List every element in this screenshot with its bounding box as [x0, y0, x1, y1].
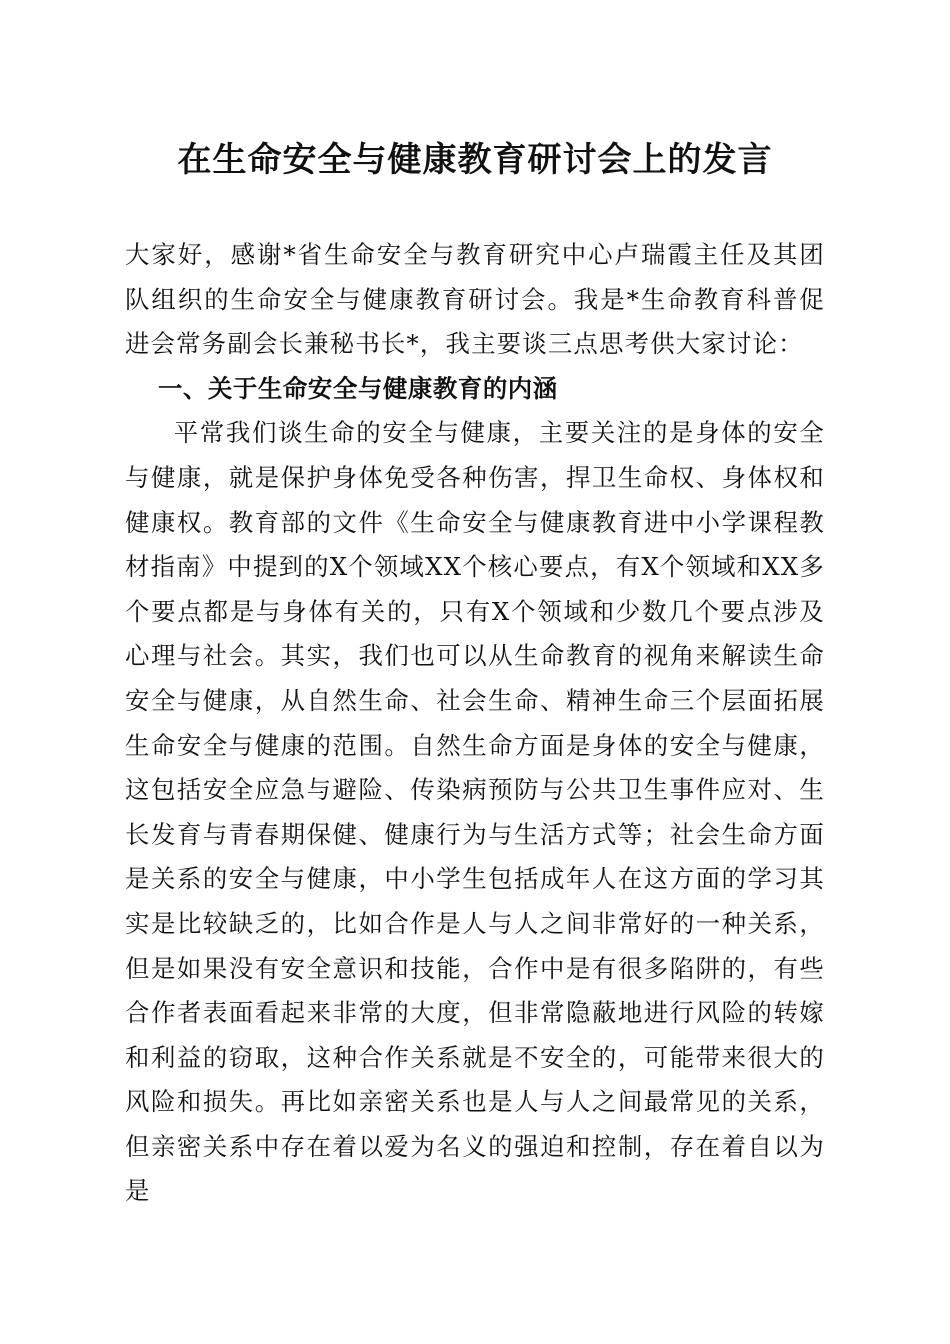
body-paragraph: 平常我们谈生命的安全与健康，主要关注的是身体的安全与健康，就是保护身体免受各种伤害，捍卫生命权、身体权和健康权。教育部的文件《生命安全与健康教育进中小学课程教材指南》中提到的X个领域XX个核心要点，有X个领域和XX多个要点都是与身体有关的，只有X个领域和少数几个要点涉及心理与社会。其实，我们也可以从生命教育的视角来解读生命安全与健康，从自然生命、社会生命、精神生命三个层面拓展生命安全与健康的范围。自然生命方面是身体的安全与健康，这包括安全应急与避险、传染病预防与公共卫生事件应对、生长发育与青春期保健、健康行为与生活方式等；社会生命方面是关系的安全与健康，中小学生包括成年人在这方面的学习其实是比较缺乏的，比如合作是人与人之间非常好的一种关系，但是如果没有安全意识和技能，合作中是有很多陷阱的，有些合作者表面看起来非常的大度，但非常隐蔽地进行风险的转嫁和利益的窃取，这种合作关系就是不安全的，可能带来很大的风险和损失。再比如亲密关系也是人与人之间最常见的关系，但亲密关系中存在着以爱为名义的强迫和控制，存在着自以为是 [125, 418, 825, 1206]
opening-paragraph: 大家好，感谢*省生命安全与教育研究中心卢瑞霞主任及其团队组织的生命安全与健康教育研讨会。我是*生命教育科普促进会常务副会长兼秘书长*，我主要谈三点思考供大家讨论： [125, 240, 825, 359]
document-title: 在生命安全与健康教育研讨会上的发言 [177, 140, 773, 180]
document-body [125, 233, 825, 1214]
section-heading: 一、关于生命安全与健康教育的内涵 [157, 373, 558, 403]
